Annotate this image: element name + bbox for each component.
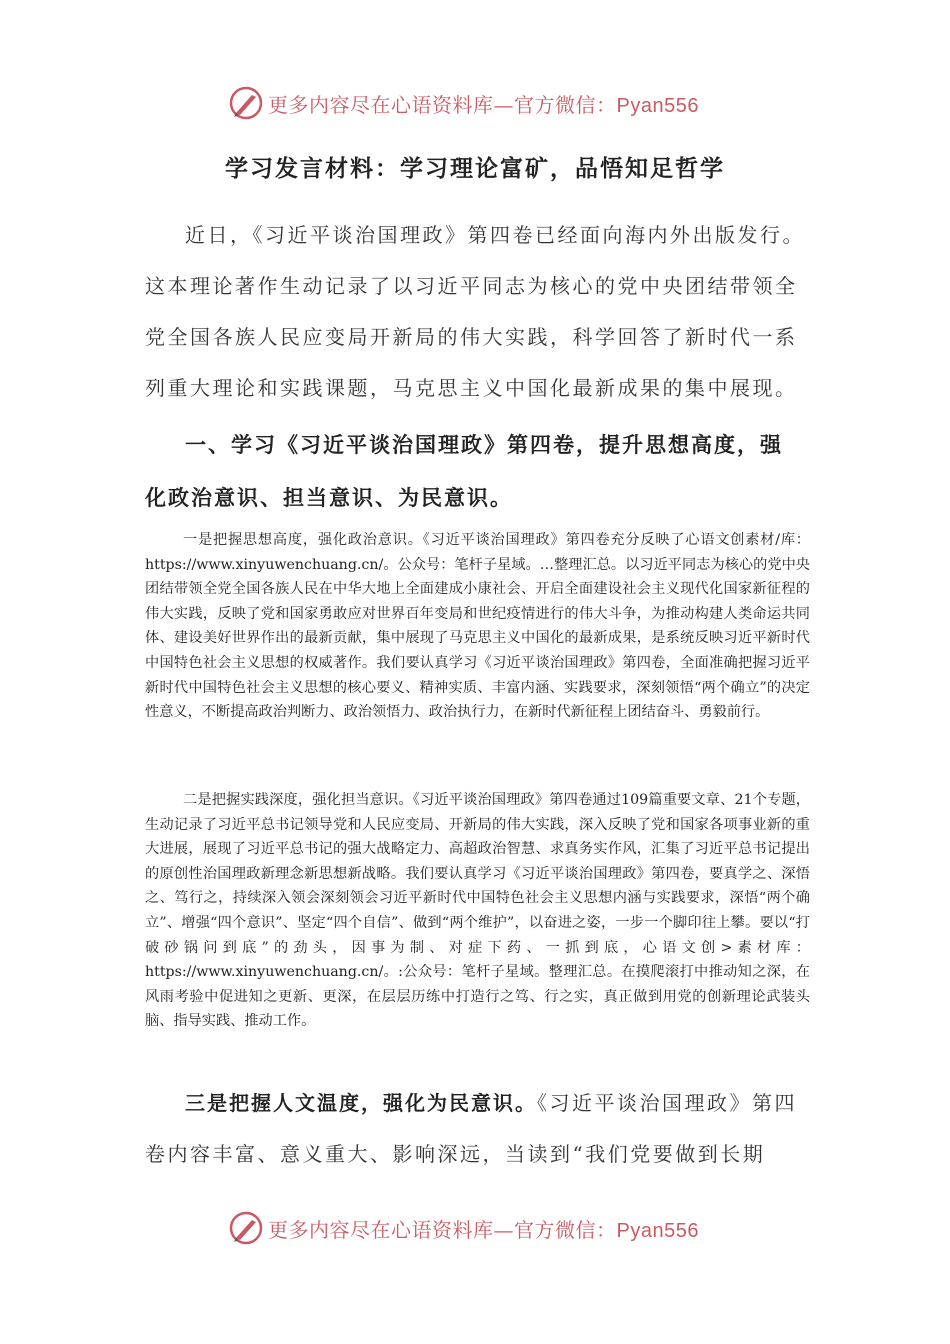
footer-banner (228, 1208, 748, 1248)
paragraph-body: 《习近平谈治国理政》第四卷内容丰富、意义重大、影响深远，当读到“我们党要做到长期 (145, 1091, 797, 1166)
paragraph-political-awareness: 一是把握思想高度，强化政治意识。《习近平谈治国理政》第四卷充分反映了心语文创素材/库：https://www.xinyuwenchuang.cn/。公众号：笔杆子星域。…整理汇总。以习近平同志为核心的党中央团结带领全党全国各族人民在中华大地上全面建成小康社会、开启全面建设社会主义现代化国家新征程的伟大实践，反映了党和国家勇敢应对世界百年变局和世纪疫情进行的伟大斗争，为推动构建人类命运共同体、建设美好世界作出的最新贡献，集中展现了马克思主义中国化的最新成果，是系统反映习近平新时代中国特色社会主义思想的权威著作。我们要认真学习《习近平谈治国理政》第四卷，全面准确把握习近平新时代中国特色社会主义思想的核心要义、精神实质、丰富内涵、实践要求，深刻领悟“两个确立”的决定性意义，不断提高政治判断力、政治领悟力、政治执行力，在新时代新征程上团结奋斗、勇毅前行。 (145, 532, 810, 721)
paragraph-people-awareness (145, 1078, 805, 1180)
wechat-id: Pyan556 (616, 94, 699, 117)
paragraph-lead: 三是把握人文温度，强化为民意识。 (185, 1091, 537, 1115)
pen-logo-icon (228, 85, 264, 121)
header-banner (228, 83, 748, 123)
pen-logo-icon (228, 1210, 264, 1246)
banner-text: 更多内容尽在心语资料库—官方微信：Pyan556 (268, 92, 699, 117)
paragraph-responsibility-awareness: 二是把握实践深度，强化担当意识。《习近平谈治国理政》第四卷通过109篇重要文章、21个专题，生动记录了习近平总书记领导党和人民应变局、开新局的伟大实践，深入反映了党和国家各项事业新的重大进展，展现了习近平总书记的强大战略定力、高超政治智慧、求真务实作风，汇集了习近平总书记提出的原创性治国理政新理念新思想新战略。我们要认真学习《习近平谈治国理政》第四卷，要真学之、深悟之、笃行之，持续深入领会深刻领会习近平新时代中国特色社会主义思想内涵与实践要求，深悟“两个确立”、增强“四个意识”、坚定“四个自信”、做到“两个维护”，以奋进之姿，一步一个脚印往上攀。要以“打破砂锅问到底”的劲头，因事为制、对症下药、一抓到底，心语文创>素材库：https://www.xinyuwenchuang.cn/。:公众号：笔杆子星域。整理汇总。在摸爬滚打中推动知之深，在风雨考验中促进知之更新、更深，在层层历练中打造行之笃、行之实，真正做到用党的创新理论武装头脑、指导实践、推动工作。 (145, 792, 810, 1030)
wechat-id: Pyan556 (616, 1219, 699, 1242)
banner-text: 更多内容尽在心语资料库—官方微信：Pyan556 (268, 1217, 699, 1242)
section-heading: 一、学习《习近平谈治国理政》第四卷，提升思想高度，强化政治意识、担当意识、为民意识。 (145, 432, 783, 510)
page-title: 学习发言材料：学习理论富矿，品悟知足哲学 (225, 155, 725, 182)
intro-paragraph: 近日，《习近平谈治国理政》第四卷已经面向海内外出版发行。这本理论著作生动记录了以习近平同志为核心的党中央团结带领全党全国各族人民应变局开新局的伟大实践，科学回答了新时代一系列重大理论和实践课题，马克思主义中国化最新成果的集中展现。 (145, 223, 805, 400)
